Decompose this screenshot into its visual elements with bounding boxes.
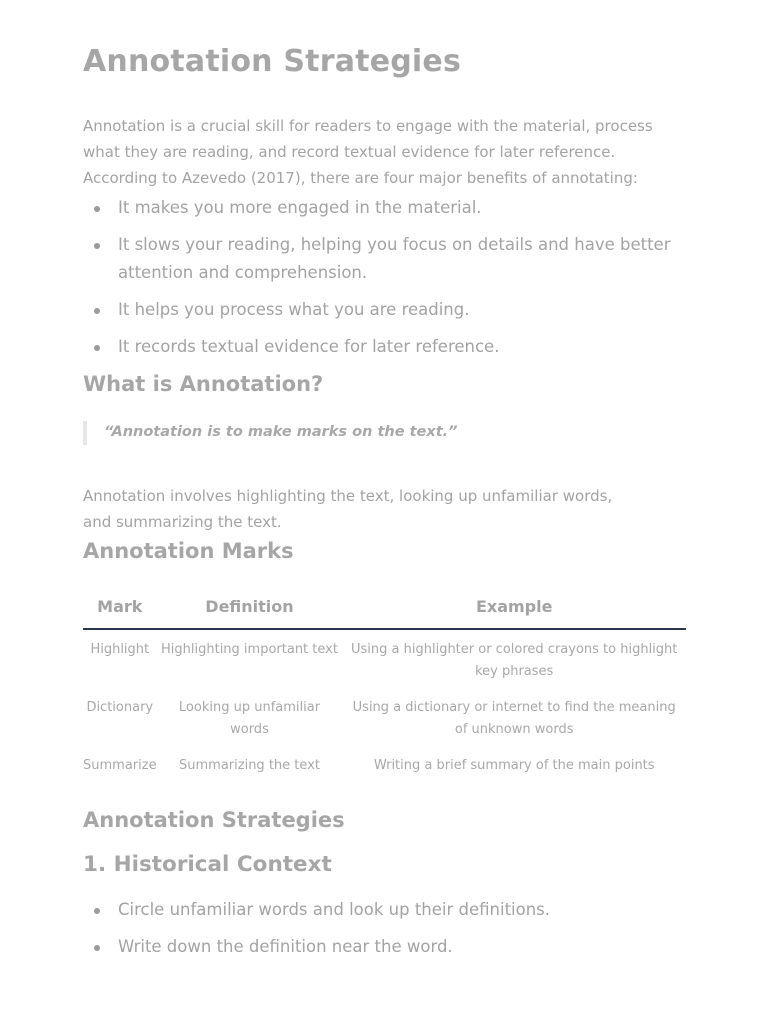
table-row [83,748,686,784]
strategies-heading: Annotation Strategies [83,808,345,832]
list-item: It helps you process what you are reading. [83,296,673,324]
definition-paragraph: Annotation involves highlighting the text, looking up unfamiliar words, and summarizing the text. [83,487,613,531]
list-item: It makes you more engaged in the material. [83,194,673,222]
table-header-row [83,584,686,629]
table-cell: Highlight [90,642,150,657]
table-cell: Summarizing the text [179,758,320,773]
strategy-list [83,896,673,970]
list-item: It slows your reading, helping you focus on details and have better attention and comprehension. [83,231,673,287]
list-item: Circle unfamiliar words and look up their definitions. [83,896,673,924]
intro-paragraph: Annotation is a crucial skill for readers to engage with the material, process what they are reading, and record textual evidence for later reference. According to Azevedo (2017), there are four major benefits of annotating: [83,117,653,187]
table-cell: Writing a brief summary of the main points [373,758,655,773]
table-cell: Using a highlighter or colored crayons to highlight key phrases [351,642,678,679]
table-cell: Looking up unfamiliar words [178,700,321,737]
table-cell: Dictionary [86,700,154,715]
what-is-heading: What is Annotation? [83,372,324,396]
blockquote: “Annotation is to make marks on the text.” [83,421,457,445]
column-header-definition: Definition [157,584,343,629]
page-title: Annotation Strategies [83,44,461,79]
list-item: Write down the definition near the word. [83,933,673,961]
historical-context-heading: 1. Historical Context [83,852,332,877]
table-cell: Summarize [83,758,157,773]
table-cell: Highlighting important text [161,642,338,657]
benefits-list [83,194,673,370]
table-row [83,629,686,690]
marks-heading: Annotation Marks [83,539,294,563]
column-header-example: Example [342,584,686,629]
annotation-marks-table [83,584,686,784]
column-header-mark: Mark [83,584,157,629]
table-row [83,690,686,748]
list-item: It records textual evidence for later reference. [83,333,673,361]
table-cell: Using a dictionary or internet to find the meaning of unknown words [352,700,676,737]
